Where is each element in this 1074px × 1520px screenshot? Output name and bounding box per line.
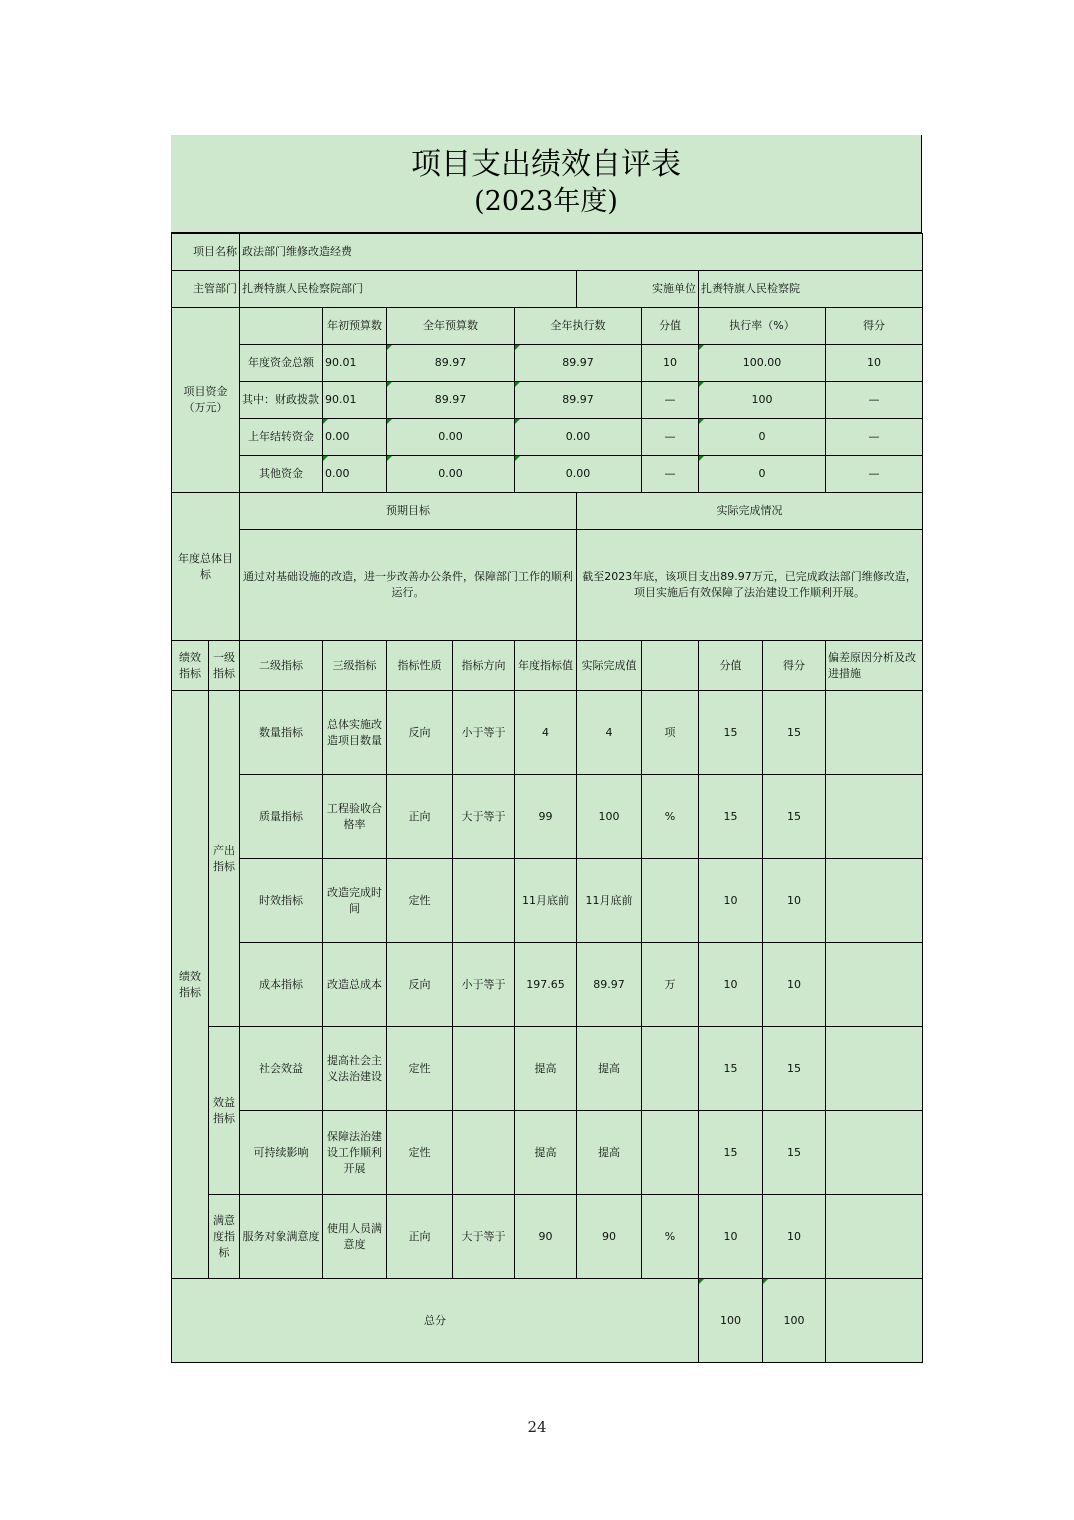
funds-rate: 0 (699, 419, 826, 456)
total-row (172, 1279, 923, 1363)
funds-rate: 0 (699, 456, 826, 493)
ind-score-value: 15 (699, 691, 763, 775)
ind-score: 15 (763, 775, 826, 859)
ind-actual: 90 (577, 1195, 642, 1279)
funds-row-total (172, 345, 923, 382)
ind-header-c10: 分值 (699, 641, 763, 691)
funds-score: — (826, 456, 923, 493)
ind-direction: 大于等于 (453, 775, 515, 859)
ind-header-c4: 三级指标 (323, 641, 387, 691)
level1-benefit: 效益指标 (209, 1027, 240, 1195)
funds-annual: 0.00 (387, 419, 515, 456)
indicator-row (172, 1111, 923, 1195)
ind-unit (642, 1111, 699, 1195)
ind-header-c3: 二级指标 (240, 641, 323, 691)
ind-score-value: 15 (699, 1111, 763, 1195)
ind-score: 15 (763, 1111, 826, 1195)
funds-rate: 100 (699, 382, 826, 419)
funds-label: 项目资金（万元） (172, 308, 240, 493)
ind-l2: 成本指标 (240, 943, 323, 1027)
ind-score: 15 (763, 691, 826, 775)
funds-header-score: 得分 (826, 308, 923, 345)
ind-l2: 数量指标 (240, 691, 323, 775)
funds-executed: 0.00 (515, 456, 642, 493)
actual-text: 截至2023年底，该项目支出89.97万元，已完成政法部门维修改造，项目实施后有效保障了法治建设工作顺利开展。 (577, 530, 923, 641)
ind-header-c5: 指标性质 (387, 641, 453, 691)
ind-actual: 4 (577, 691, 642, 775)
ind-deviation (826, 943, 923, 1027)
ind-l2: 质量指标 (240, 775, 323, 859)
funds-score: — (826, 382, 923, 419)
ind-l3: 工程验收合格率 (323, 775, 387, 859)
ind-direction (453, 1027, 515, 1111)
ind-l2: 社会效益 (240, 1027, 323, 1111)
funds-row-label: 上年结转资金 (240, 419, 323, 456)
funds-score-value: 10 (642, 345, 699, 382)
ind-deviation (826, 775, 923, 859)
total-score: 100 (763, 1279, 826, 1363)
project-name-value: 政法部门维修改造经费 (240, 234, 923, 271)
project-name-label: 项目名称 (172, 234, 240, 271)
ind-score: 10 (763, 943, 826, 1027)
project-name-row (172, 234, 923, 271)
ind-nature: 正向 (387, 775, 453, 859)
ind-score: 15 (763, 1027, 826, 1111)
ind-target: 11月底前 (515, 859, 577, 943)
ind-header-c2: 一级指标 (209, 641, 240, 691)
ind-group-label: 绩效指标 (172, 691, 209, 1279)
ind-direction (453, 859, 515, 943)
ind-unit (642, 1027, 699, 1111)
indicator-header-row (172, 641, 923, 691)
goal-content-row (172, 530, 923, 641)
page-subtitle: (2023年度) (474, 186, 618, 217)
ind-deviation (826, 691, 923, 775)
ind-header-c8: 实际完成值 (577, 641, 642, 691)
funds-header-annual: 全年预算数 (387, 308, 515, 345)
ind-l3: 提高社会主义法治建设 (323, 1027, 387, 1111)
ind-nature: 定性 (387, 1111, 453, 1195)
indicator-row (172, 943, 923, 1027)
ind-l2: 服务对象满意度 (240, 1195, 323, 1279)
impl-label: 实施单位 (577, 271, 699, 308)
ind-actual: 提高 (577, 1027, 642, 1111)
dept-value: 扎赉特旗人民检察院部门 (240, 271, 577, 308)
dept-label: 主管部门 (172, 271, 240, 308)
ind-actual: 89.97 (577, 943, 642, 1027)
ind-header-c6: 指标方向 (453, 641, 515, 691)
funds-rate: 100.00 (699, 345, 826, 382)
page-number: 24 (527, 1418, 547, 1436)
funds-row-label: 其中：财政拨款 (240, 382, 323, 419)
ind-l2: 可持续影响 (240, 1111, 323, 1195)
funds-annual: 89.97 (387, 345, 515, 382)
funds-header-score-value: 分值 (642, 308, 699, 345)
indicator-row (172, 1027, 923, 1111)
ind-target: 提高 (515, 1111, 577, 1195)
ind-header-c7: 年度指标值 (515, 641, 577, 691)
ind-header-c11: 得分 (763, 641, 826, 691)
ind-score-value: 15 (699, 775, 763, 859)
ind-target: 90 (515, 1195, 577, 1279)
total-label: 总分 (172, 1279, 699, 1363)
funds-row-carryover (172, 419, 923, 456)
ind-nature: 反向 (387, 691, 453, 775)
ind-header-c12: 偏差原因分析及改进措施 (826, 641, 923, 691)
funds-header-executed: 全年执行数 (515, 308, 642, 345)
total-deviation (826, 1279, 923, 1363)
indicator-row (172, 1195, 923, 1279)
funds-score-value: — (642, 456, 699, 493)
ind-deviation (826, 1111, 923, 1195)
ind-l3: 改造总成本 (323, 943, 387, 1027)
ind-actual: 11月底前 (577, 859, 642, 943)
indicator-row (172, 691, 923, 775)
ind-deviation (826, 859, 923, 943)
ind-score-value: 10 (699, 859, 763, 943)
impl-value: 扎赉特旗人民检察院 (699, 271, 923, 308)
funds-header-blank (240, 308, 323, 345)
actual-label: 实际完成情况 (577, 493, 923, 530)
ind-nature: 定性 (387, 1027, 453, 1111)
page-title: 项目支出绩效自评表 (411, 147, 681, 182)
ind-direction: 小于等于 (453, 943, 515, 1027)
level1-satisfaction: 满意度指标 (209, 1195, 240, 1279)
funds-row-fiscal (172, 382, 923, 419)
ind-score: 10 (763, 859, 826, 943)
ind-score-value: 10 (699, 1195, 763, 1279)
ind-score: 10 (763, 1195, 826, 1279)
indicator-row (172, 859, 923, 943)
ind-score-value: 10 (699, 943, 763, 1027)
funds-initial: 0.00 (323, 419, 387, 456)
title-block (171, 135, 922, 233)
ind-direction (453, 1111, 515, 1195)
ind-target: 提高 (515, 1027, 577, 1111)
funds-score-value: — (642, 419, 699, 456)
goal-header-row (172, 493, 923, 530)
funds-row-label: 年度资金总额 (240, 345, 323, 382)
funds-initial: 90.01 (323, 382, 387, 419)
funds-score: — (826, 419, 923, 456)
ind-unit (642, 859, 699, 943)
ind-unit: % (642, 1195, 699, 1279)
ind-nature: 定性 (387, 859, 453, 943)
ind-actual: 提高 (577, 1111, 642, 1195)
funds-initial: 0.00 (323, 456, 387, 493)
ind-score-value: 15 (699, 1027, 763, 1111)
ind-nature: 反向 (387, 943, 453, 1027)
ind-l3: 保障法治建设工作顺利开展 (323, 1111, 387, 1195)
goal-label: 年度总体目标 (172, 493, 240, 641)
ind-target: 197.65 (515, 943, 577, 1027)
ind-target: 4 (515, 691, 577, 775)
funds-header-rate: 执行率（%） (699, 308, 826, 345)
funds-executed: 89.97 (515, 382, 642, 419)
funds-executed: 89.97 (515, 345, 642, 382)
expected-text: 通过对基础设施的改造，进一步改善办公条件，保障部门工作的顺利运行。 (240, 530, 577, 641)
funds-executed: 0.00 (515, 419, 642, 456)
funds-score-value: — (642, 382, 699, 419)
ind-direction: 大于等于 (453, 1195, 515, 1279)
evaluation-sheet (171, 135, 922, 1363)
funds-annual: 0.00 (387, 456, 515, 493)
level1-output: 产出指标 (209, 691, 240, 1027)
ind-unit: 万 (642, 943, 699, 1027)
funds-initial: 90.01 (323, 345, 387, 382)
funds-header-row (172, 308, 923, 345)
ind-l3: 总体实施改造项目数量 (323, 691, 387, 775)
funds-score: 10 (826, 345, 923, 382)
funds-annual: 89.97 (387, 382, 515, 419)
ind-deviation (826, 1027, 923, 1111)
expected-label: 预期目标 (240, 493, 577, 530)
ind-l3: 使用人员满意度 (323, 1195, 387, 1279)
ind-deviation (826, 1195, 923, 1279)
funds-header-initial: 年初预算数 (323, 308, 387, 345)
indicator-row (172, 775, 923, 859)
ind-header-c1: 绩效指标 (172, 641, 209, 691)
ind-direction: 小于等于 (453, 691, 515, 775)
ind-nature: 正向 (387, 1195, 453, 1279)
dept-row (172, 271, 923, 308)
ind-target: 99 (515, 775, 577, 859)
ind-l3: 改造完成时间 (323, 859, 387, 943)
ind-l2: 时效指标 (240, 859, 323, 943)
funds-row-other (172, 456, 923, 493)
ind-header-c9 (642, 641, 699, 691)
evaluation-table (171, 233, 923, 1363)
total-value: 100 (699, 1279, 763, 1363)
ind-unit: % (642, 775, 699, 859)
ind-actual: 100 (577, 775, 642, 859)
ind-unit: 项 (642, 691, 699, 775)
funds-row-label: 其他资金 (240, 456, 323, 493)
